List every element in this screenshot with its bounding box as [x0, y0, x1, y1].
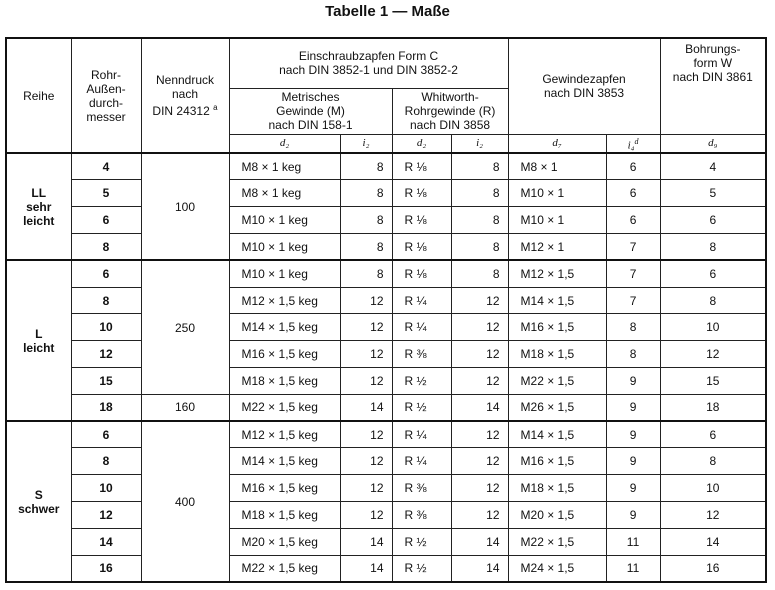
metric-length-cell: 8 [340, 180, 392, 207]
bohrungsform-d9-cell: 12 [660, 341, 766, 368]
metric-thread-cell: M14 × 1,5 keg [229, 448, 340, 475]
whitworth-length-cell: 12 [451, 341, 508, 368]
table-title: Tabelle 1 — Maße [325, 3, 450, 20]
gewindezapfen-i4-cell: 11 [606, 528, 660, 555]
outer-diameter-cell: 6 [71, 421, 141, 448]
table-row [6, 394, 766, 421]
table-row [6, 368, 766, 395]
outer-diameter-cell: 12 [71, 502, 141, 529]
whitworth-length-cell: 14 [451, 555, 508, 582]
table-row [6, 153, 766, 180]
bohrungsform-d9-cell: 10 [660, 314, 766, 341]
whitworth-length-cell: 12 [451, 368, 508, 395]
gewindezapfen-i4-cell: 9 [606, 421, 660, 448]
whitworth-length-cell: 8 [451, 207, 508, 234]
metric-length-cell: 8 [340, 207, 392, 234]
bohrungsform-d9-cell: 14 [660, 528, 766, 555]
nenndruck-cell: 400 [141, 421, 229, 582]
table-row [6, 528, 766, 555]
metric-length-cell: 8 [340, 153, 392, 180]
gewindezapfen-d7-cell: M22 × 1,5 [508, 528, 606, 555]
bohrungsform-d9-cell: 16 [660, 555, 766, 582]
whitworth-thread-cell: R ⅛ [392, 180, 451, 207]
outer-diameter-cell: 12 [71, 341, 141, 368]
whitworth-length-cell: 8 [451, 234, 508, 261]
bohrungsform-d9-cell: 10 [660, 475, 766, 502]
whitworth-length-cell: 14 [451, 528, 508, 555]
table-row [6, 555, 766, 582]
header-d9: d₉ [660, 134, 766, 153]
table-row [6, 234, 766, 261]
gewindezapfen-d7-cell: M10 × 1 [508, 207, 606, 234]
reihe-cell [6, 421, 71, 582]
whitworth-thread-cell: R ½ [392, 528, 451, 555]
metric-thread-cell: M22 × 1,5 keg [229, 394, 340, 421]
bohrungsform-d9-cell: 4 [660, 153, 766, 180]
metric-thread-cell: M16 × 1,5 keg [229, 341, 340, 368]
metric-length-cell: 12 [340, 421, 392, 448]
gewindezapfen-i4-cell: 11 [606, 555, 660, 582]
reihe-label: schwer [18, 501, 60, 516]
metric-thread-cell: M8 × 1 keg [229, 180, 340, 207]
metric-thread-cell: M18 × 1,5 keg [229, 368, 340, 395]
metric-thread-cell: M10 × 1 keg [229, 260, 340, 287]
outer-diameter-cell: 16 [71, 555, 141, 582]
bohrungsform-d9-cell: 15 [660, 368, 766, 395]
metric-length-cell: 12 [340, 287, 392, 314]
whitworth-thread-cell: R ½ [392, 368, 451, 395]
header-rohr-aussendurchmesser: Rohr- Außen- durch- messer [71, 38, 141, 153]
gewindezapfen-i4-cell: 7 [606, 260, 660, 287]
metric-length-cell: 12 [340, 341, 392, 368]
gewindezapfen-i4-cell: 6 [606, 207, 660, 234]
header-i4: i₄$^d$ [606, 134, 660, 153]
outer-diameter-cell: 10 [71, 475, 141, 502]
bohrungsform-d9-cell: 8 [660, 287, 766, 314]
table-row [6, 448, 766, 475]
dimensions-table [5, 37, 767, 583]
metric-thread-cell: M20 × 1,5 keg [229, 528, 340, 555]
nenndruck-cell: 160 [141, 394, 229, 421]
header-reihe: Reihe [6, 38, 71, 153]
whitworth-thread-cell: R ⅜ [392, 475, 451, 502]
header-bohrungsform: Bohrungs- form W nach DIN 3861 [660, 38, 766, 134]
header-whitworth-gewinde: Whitworth- Rohrgewinde (R) nach DIN 3858 [392, 88, 508, 134]
metric-length-cell: 14 [340, 528, 392, 555]
header-i2-whitworth: i₂ [451, 134, 508, 153]
table-row [6, 502, 766, 529]
gewindezapfen-i4-cell: 7 [606, 234, 660, 261]
gewindezapfen-d7-cell: M24 × 1,5 [508, 555, 606, 582]
table-row [6, 314, 766, 341]
metric-thread-cell: M14 × 1,5 keg [229, 314, 340, 341]
whitworth-thread-cell: R ⅜ [392, 502, 451, 529]
whitworth-length-cell: 12 [451, 448, 508, 475]
metric-length-cell: 12 [340, 475, 392, 502]
whitworth-thread-cell: R ¼ [392, 287, 451, 314]
metric-thread-cell: M10 × 1 keg [229, 207, 340, 234]
outer-diameter-cell: 6 [71, 260, 141, 287]
table-row [6, 207, 766, 234]
metric-thread-cell: M12 × 1,5 keg [229, 421, 340, 448]
bohrungsform-d9-cell: 5 [660, 180, 766, 207]
metric-length-cell: 12 [340, 368, 392, 395]
gewindezapfen-d7-cell: M8 × 1 [508, 153, 606, 180]
gewindezapfen-d7-cell: M12 × 1,5 [508, 260, 606, 287]
reihe-label: sehr [26, 199, 52, 214]
gewindezapfen-i4-cell: 9 [606, 475, 660, 502]
whitworth-length-cell: 12 [451, 314, 508, 341]
whitworth-thread-cell: R ½ [392, 555, 451, 582]
metric-length-cell: 12 [340, 448, 392, 475]
whitworth-thread-cell: R ⅛ [392, 234, 451, 261]
whitworth-thread-cell: R ⅛ [392, 207, 451, 234]
outer-diameter-cell: 10 [71, 314, 141, 341]
table-row [6, 180, 766, 207]
bohrungsform-d9-cell: 6 [660, 421, 766, 448]
outer-diameter-cell: 8 [71, 287, 141, 314]
whitworth-length-cell: 14 [451, 394, 508, 421]
whitworth-thread-cell: R ⅛ [392, 260, 451, 287]
metric-length-cell: 8 [340, 234, 392, 261]
table-row [6, 421, 766, 448]
outer-diameter-cell: 6 [71, 207, 141, 234]
gewindezapfen-i4-cell: 9 [606, 394, 660, 421]
metric-thread-cell: M16 × 1,5 keg [229, 475, 340, 502]
outer-diameter-cell: 18 [71, 394, 141, 421]
gewindezapfen-i4-cell: 9 [606, 502, 660, 529]
gewindezapfen-d7-cell: M22 × 1,5 [508, 368, 606, 395]
reihe-label: leicht [23, 213, 55, 228]
header-gewindezapfen: Gewindezapfen nach DIN 3853 [508, 38, 660, 134]
header-d7: d₇ [508, 134, 606, 153]
gewindezapfen-i4-cell: 9 [606, 448, 660, 475]
table-row [6, 475, 766, 502]
gewindezapfen-i4-cell: 6 [606, 153, 660, 180]
metric-length-cell: 14 [340, 394, 392, 421]
gewindezapfen-i4-cell: 8 [606, 314, 660, 341]
bohrungsform-d9-cell: 18 [660, 394, 766, 421]
outer-diameter-cell: 8 [71, 234, 141, 261]
gewindezapfen-d7-cell: M14 × 1,5 [508, 421, 606, 448]
metric-thread-cell: M10 × 1 keg [229, 234, 340, 261]
bohrungsform-d9-cell: 8 [660, 234, 766, 261]
header-einschraubzapfen: Einschraubzapfen Form C nach DIN 3852-1 und DIN 3852-2 [229, 38, 508, 88]
nenndruck-cell: 100 [141, 153, 229, 260]
bohrungsform-d9-cell: 6 [660, 260, 766, 287]
metric-length-cell: 12 [340, 314, 392, 341]
outer-diameter-cell: 8 [71, 448, 141, 475]
reihe-label: LL [31, 185, 47, 200]
outer-diameter-cell: 5 [71, 180, 141, 207]
whitworth-length-cell: 12 [451, 287, 508, 314]
header-d2-whitworth: d₂ [392, 134, 451, 153]
bohrungsform-d9-cell: 6 [660, 207, 766, 234]
table-row [6, 260, 766, 287]
footnote-a: a [213, 103, 218, 113]
whitworth-thread-cell: R ½ [392, 394, 451, 421]
whitworth-length-cell: 8 [451, 153, 508, 180]
reihe-cell [6, 260, 71, 421]
table-row [6, 287, 766, 314]
header-i2-metric: i₂ [340, 134, 392, 153]
header-nenndruck: Nenndruck nach DIN 24312 $^a$ [141, 38, 229, 153]
outer-diameter-cell: 14 [71, 528, 141, 555]
reihe-label: leicht [23, 340, 55, 355]
whitworth-length-cell: 12 [451, 421, 508, 448]
bohrungsform-d9-cell: 12 [660, 502, 766, 529]
table-body [6, 153, 766, 582]
metric-thread-cell: M12 × 1,5 keg [229, 287, 340, 314]
gewindezapfen-i4-cell: 9 [606, 368, 660, 395]
metric-length-cell: 12 [340, 502, 392, 529]
outer-diameter-cell: 4 [71, 153, 141, 180]
header-d2-metric: d₂ [229, 134, 340, 153]
metric-thread-cell: M22 × 1,5 keg [229, 555, 340, 582]
whitworth-thread-cell: R ⅛ [392, 153, 451, 180]
whitworth-thread-cell: R ¼ [392, 421, 451, 448]
gewindezapfen-d7-cell: M18 × 1,5 [508, 341, 606, 368]
gewindezapfen-d7-cell: M18 × 1,5 [508, 475, 606, 502]
whitworth-length-cell: 12 [451, 475, 508, 502]
nenndruck-cell: 250 [141, 260, 229, 394]
gewindezapfen-d7-cell: M14 × 1,5 [508, 287, 606, 314]
whitworth-thread-cell: R ¼ [392, 314, 451, 341]
whitworth-thread-cell: R ⅜ [392, 341, 451, 368]
whitworth-length-cell: 8 [451, 260, 508, 287]
whitworth-length-cell: 8 [451, 180, 508, 207]
reihe-cell [6, 153, 71, 260]
gewindezapfen-d7-cell: M26 × 1,5 [508, 394, 606, 421]
gewindezapfen-d7-cell: M16 × 1,5 [508, 448, 606, 475]
metric-thread-cell: M8 × 1 keg [229, 153, 340, 180]
gewindezapfen-i4-cell: 6 [606, 180, 660, 207]
metric-length-cell: 14 [340, 555, 392, 582]
header-metrisches-gewinde: Metrisches Gewinde (M) nach DIN 158-1 [229, 88, 392, 134]
gewindezapfen-i4-cell: 7 [606, 287, 660, 314]
gewindezapfen-i4-cell: 8 [606, 341, 660, 368]
reihe-label: S [34, 487, 43, 502]
whitworth-thread-cell: R ¼ [392, 448, 451, 475]
gewindezapfen-d7-cell: M16 × 1,5 [508, 314, 606, 341]
gewindezapfen-d7-cell: M12 × 1 [508, 234, 606, 261]
reihe-label: L [35, 326, 43, 341]
whitworth-length-cell: 12 [451, 502, 508, 529]
metric-thread-cell: M18 × 1,5 keg [229, 502, 340, 529]
outer-diameter-cell: 15 [71, 368, 141, 395]
gewindezapfen-d7-cell: M10 × 1 [508, 180, 606, 207]
gewindezapfen-d7-cell: M20 × 1,5 [508, 502, 606, 529]
bohrungsform-d9-cell: 8 [660, 448, 766, 475]
metric-length-cell: 8 [340, 260, 392, 287]
table-row [6, 341, 766, 368]
